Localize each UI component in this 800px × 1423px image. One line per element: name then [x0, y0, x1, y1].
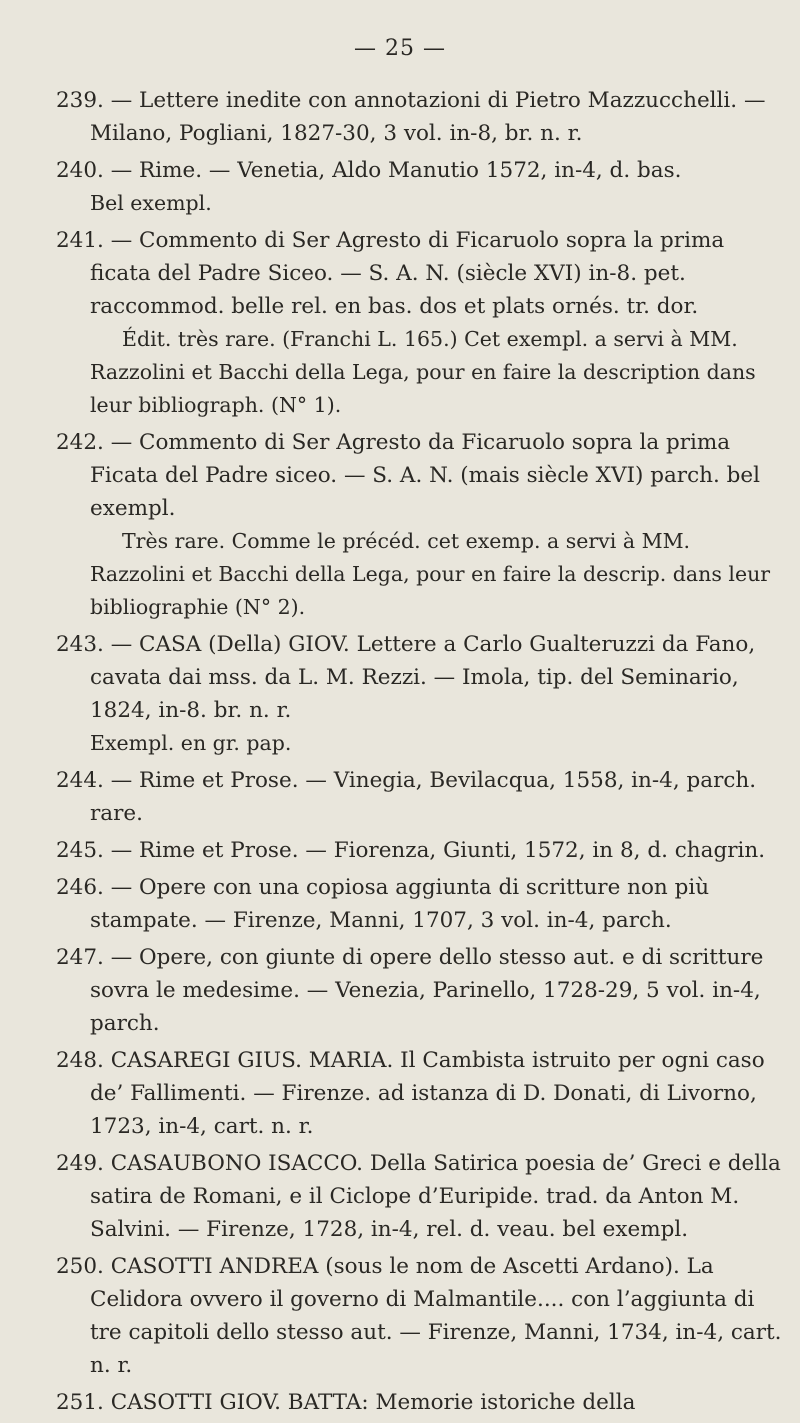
entry-243 — [56, 628, 784, 760]
entry-text: 242. — Commento di Ser Agresto da Ficaruolo sopra la prima Ficata del Padre siceo. — S. A. N. (mais siècle XVI) parch. bel exempl. — [56, 430, 761, 521]
entry-note: Très rare. Comme le précéd. cet exemp. a servi à MM. Razzolini et Bacchi della Lega, pour en faire la descrip. dans leur bibliographie (N° 2). — [90, 529, 771, 619]
entry-text: 251. CASOTTI GIOV. BATTA: Memorie istoriche della — [56, 1390, 636, 1415]
entry-note: Édit. très rare. (Franchi L. 165.) Cet exempl. a servi à MM. Razzolini et Bacchi della Lega, pour en faire la description dans leur bibliograph. (N° 1). — [90, 327, 756, 417]
entry-239 — [56, 84, 784, 150]
entry-text: 247. — Opere, con giunte di opere dello stesso aut. e di scritture sovra le medesime. — Venezia, Parinello, 1728-29, 5 vol. in-4, parch. — [56, 945, 764, 1036]
entry-246 — [56, 871, 784, 937]
entry-250 — [56, 1250, 784, 1382]
entry-241 — [56, 224, 784, 422]
entry-248 — [56, 1044, 784, 1143]
entry-text: 249. CASAUBONO ISACCO. Della Satirica poesia de’ Greci e della satira de Romani, e il Ciclope d’Euripide. trad. da Anton M. Salvini. — Firenze, 1728, in-4, rel. d. veau. bel exempl. — [56, 1151, 781, 1242]
entry-text: 240. — Rime. — Venetia, Aldo Manutio 1572, in-4, d. bas. — [56, 158, 682, 183]
entry-text: 244. — Rime et Prose. — Vinegia, Bevilacqua, 1558, in-4, parch. rare. — [56, 768, 757, 826]
entry-249 — [56, 1147, 784, 1246]
entry-240 — [56, 154, 784, 220]
entry-text: 248. CASAREGI GIUS. MARIA. Il Cambista istruito per ogni caso de’ Fallimenti. — Firenze. ad istanza di D. Donati, di Livorno, 1723, in-4, cart. n. r. — [56, 1048, 765, 1139]
entry-251 — [56, 1386, 784, 1419]
entry-244 — [56, 764, 784, 830]
entry-242 — [56, 426, 784, 624]
entry-list — [56, 84, 784, 1423]
entry-text: 245. — Rime et Prose. — Fiorenza, Giunti, 1572, in 8, d. chagrin. — [56, 838, 766, 863]
entry-note: Bel exempl. — [90, 191, 212, 215]
page-number: — 25 — — [354, 36, 446, 61]
entry-text: 243. — CASA (Della) GIOV. Lettere a Carlo Gualteruzzi da Fano, cavata dai mss. da L. M. Rezzi. — Imola, tip. del Seminario, 1824, in-8. br. n. r. — [56, 632, 756, 723]
entry-text: 250. CASOTTI ANDREA (sous le nom de Ascetti Ardano). La Celidora ovvero il governo di Malmantile.... con l’aggiunta di tre capitoli dello stesso aut. — Firenze, Manni, 1734, in-4, cart. n. r. — [56, 1254, 782, 1378]
entry-245 — [56, 834, 784, 867]
entry-text: 241. — Commento di Ser Agresto di Ficaruolo sopra la prima ficata del Padre Siceo. — S. A. N. (siècle XVI) in-8. pet. raccommod. belle rel. en bas. dos et plats ornés. tr. dor. — [56, 228, 725, 319]
entry-text: 246. — Opere con una copiosa aggiunta di scritture non più stampate. — Firenze, Manni, 1707, 3 vol. in-4, parch. — [56, 875, 710, 933]
entry-text: 239. — Lettere inedite con annotazioni di Pietro Mazzucchelli. — Milano, Pogliani, 1827-30, 3 vol. in-8, br. n. r. — [56, 88, 766, 146]
entry-note: Exempl. en gr. pap. — [90, 731, 292, 755]
entry-247 — [56, 941, 784, 1040]
